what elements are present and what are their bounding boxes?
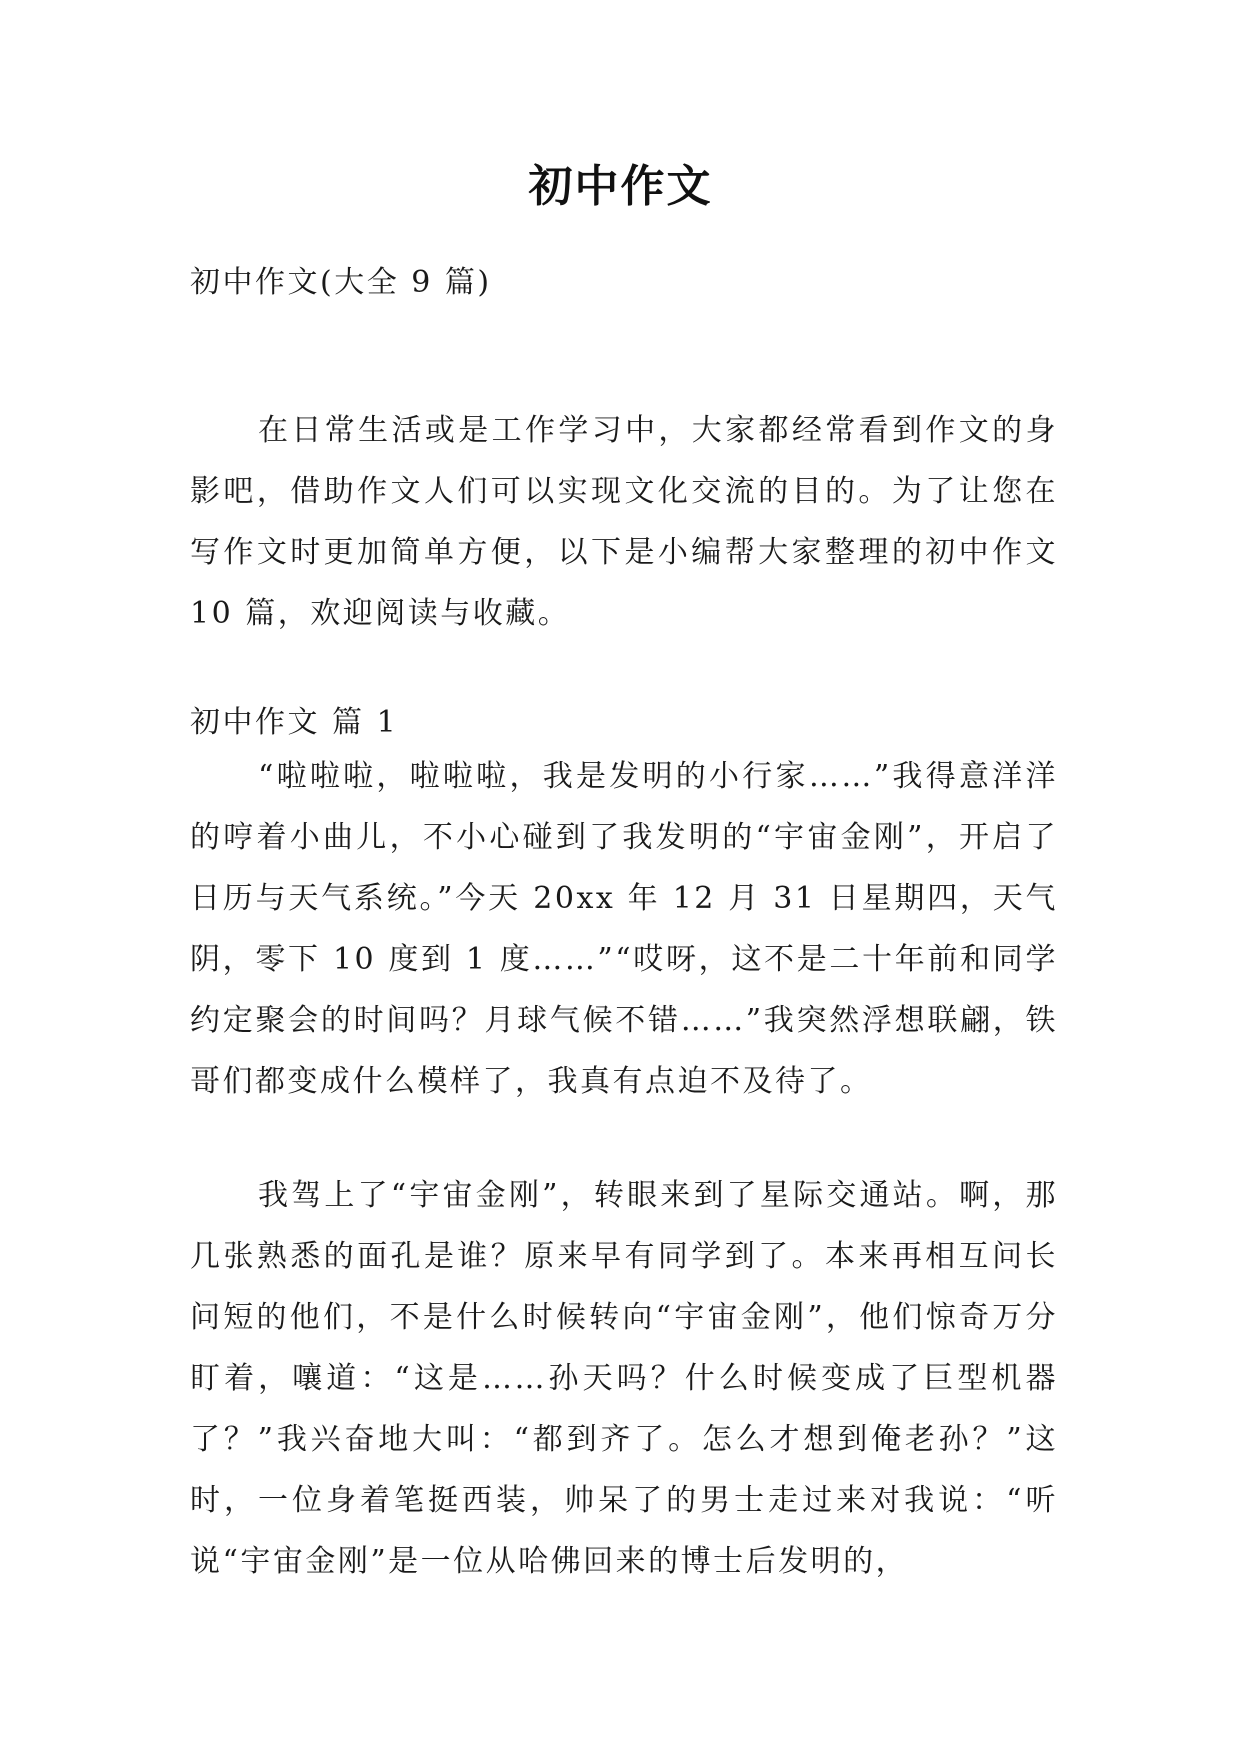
section-heading: 初中作文 篇 1 <box>190 705 399 740</box>
intro-paragraph: 在日常生活或是工作学习中，大家都经常看到作文的身影吧，借助作文人们可以实现文化交流的目的。为了让您在写作文时更加简单方便，以下是小编帮大家整理的初中作文 10 篇，欢迎阅读与收藏。 <box>190 413 1058 631</box>
body-paragraph-1: “啦啦啦，啦啦啦，我是发明的小行家……”我得意洋洋的哼着小曲儿，不小心碰到了我发明的“宇宙金刚”，开启了日历与天气系统。”今天 20xx 年 12 月 31 日星期四，天气阴，零下 10 度到 1 度……”“哎呀，这不是二十年前和同学约定聚会的时间吗？月球气候不错……”我突然浮想联翩，铁哥们都变成什么模样了，我真有点迫不及待了。 <box>190 759 1058 1099</box>
document-title: 初中作文 <box>528 161 713 212</box>
document-subtitle: 初中作文(大全 9 篇) <box>190 265 492 300</box>
body-paragraph-2: 我驾上了“宇宙金刚”，转眼来到了星际交通站。啊，那几张熟悉的面孔是谁？原来早有同学到了。本来再相互问长问短的他们，不是什么时候转向“宇宙金刚”，他们惊奇万分盯着，嚷道：“这是……孙天吗？什么时候变成了巨型机器了？”我兴奋地大叫：“都到齐了。怎么才想到俺老孙？”这时，一位身着笔挺西装，帅呆了的男士走过来对我说：“听说“宇宙金刚”是一位从哈佛回来的博士后发明的， <box>190 1178 1058 1579</box>
